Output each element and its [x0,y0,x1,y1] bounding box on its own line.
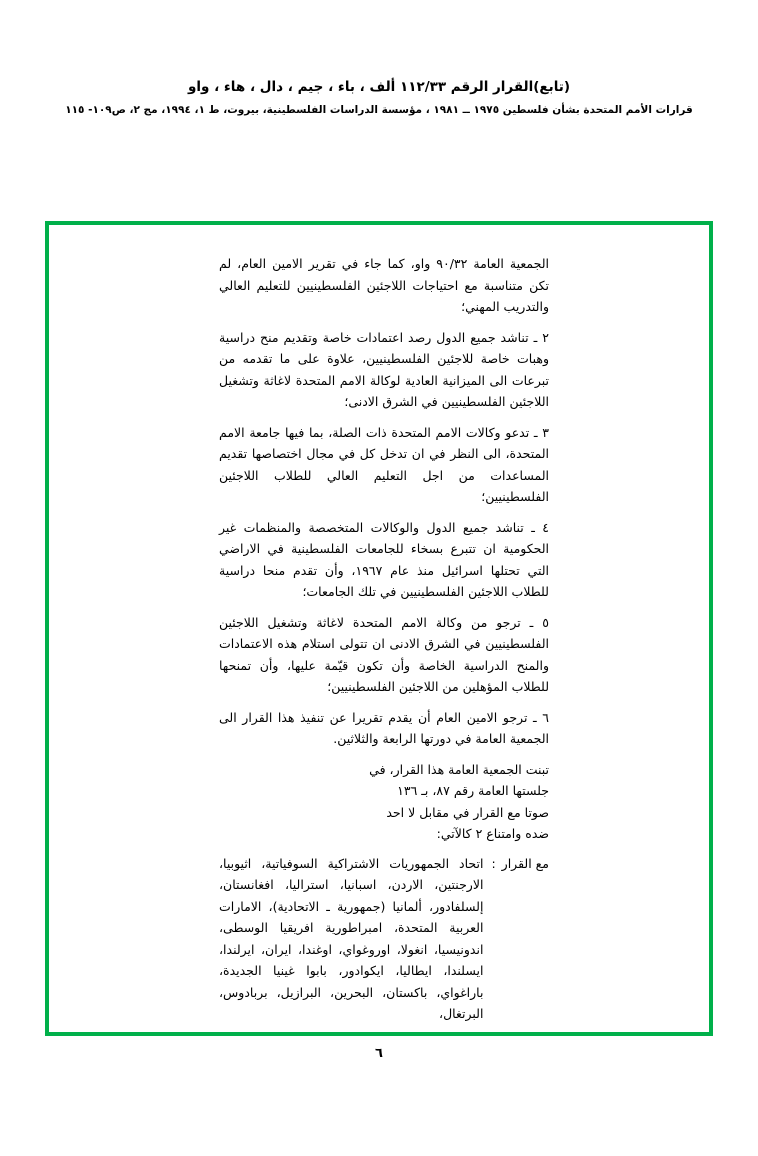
paragraph: ٣ ـ تدعو وكالات الامم المتحدة ذات الصلة، بما فيها جامعة الامم المتحدة، الى النظر في ان تدخل كل في مجال اختصاصها تقديم المساعدات من اجل التعليم العالي للطلاب اللاجئين الفلسطينيين؛ [219,424,549,504]
paragraph: ٢ ـ تناشد جميع الدول رصد اعتمادات خاصة وتقديم منح دراسية وهبات خاصة للاجئين الفلسطينيين، علاوة على ما تقدمه من تبرعات الى الميزانية العادية لوكالة الامم المتحدة لاغاثة وتشغيل اللاجئين الفلسطينيين في الشرق الادنى؛ [219,329,549,409]
vote-label: مع القرار [501,855,549,871]
vote-block [219,853,549,1025]
paragraph: ٦ ـ ترجو الامين العام أن يقدم تقريرا عن تنفيذ هذا القرار الى الجمعية العامة في دورتها الرابعة والثلاثين. [219,709,549,746]
page-number: ٦ [375,1046,383,1061]
green-border-frame [45,221,713,1036]
source-citation: قرارات الأمم المتحدة بشأن فلسطين ١٩٧٥ ــ ١٩٨١ ، مؤسسة الدراسات الفلسطينية، بيروت، ط ١، ١٩٩٤، مج ٢، ص١٠٩- ١١٥ [65,103,693,116]
adoption-line: جلستها العامة رقم ٨٧، بـ ١٣٦ [397,783,549,798]
page-header [0,78,758,118]
vote-colon: : [491,855,496,871]
paragraph: الجمعية العامة ٩٠/٣٢ واو، كما جاء في تقرير الامين العام، لم تكن متناسبة مع احتياجات اللاجئين الفلسطينيين للتعليم العالي والتدريب المهني؛ [219,256,550,314]
adoption-line: تبنت الجمعية العامة هذا القرار، في [369,761,549,777]
page-title: (تابع)القرار الرقم ١١٢/٣٣ ألف ، باء ، جيم ، دال ، هاء ، واو [187,79,571,95]
adoption-line: صوتا مع القرار في مقابل لا احد [386,804,549,820]
adoption-note [219,759,549,845]
document-body [219,253,549,1025]
paragraph: ٤ ـ تناشد جميع الدول والوكالات المتخصصة والمنظمات غير الحكومية ان تتبرع بسخاء للجامعات الفلسطينية في الاراضي التي تحتلها اسرائيل منذ عام ١٩٦٧، وأن تقدم منحا دراسية للطلاب اللاجئين الفلسطينيين في تلك الجامعات؛ [219,519,550,599]
paragraph: ٥ ـ ترجو من وكالة الامم المتحدة لاغاثة وتشغيل اللاجئين الفلسطينيين في الشرق الادنى ان تتولى استلام هذه الاعتمادات والمنح الدراسية الخاصة وأن تكون قيّمة عليها، وأن تمنحها للطلاب المؤهلين من اللاجئين الفلسطينيين؛ [219,614,549,694]
adoption-line: ضده وامتناع ٢ كالآتي: [436,826,549,841]
vote-country-list: اتحاد الجمهوريات الاشتراكية السوفياتية، اثيوبيا، الارجنتين، الاردن، اسبانيا، استراليا، افغانستان، إلسلفادور، ألمانيا (جمهورية ـ الاتحادية)، الامارات العربية المتحدة، امبراطورية افريقيا الوسطى، اندونيسيا، انغولا، اوروغواي، اوغندا، ايران، ايرلندا، ايسلندا، ايطاليا، ايكوادور، بابوا غينيا الجديدة، باراغواي، باكستان، البحرين، البرازيل، بربادوس، البرتغال، [219,855,484,1021]
document-page [0,78,758,1156]
